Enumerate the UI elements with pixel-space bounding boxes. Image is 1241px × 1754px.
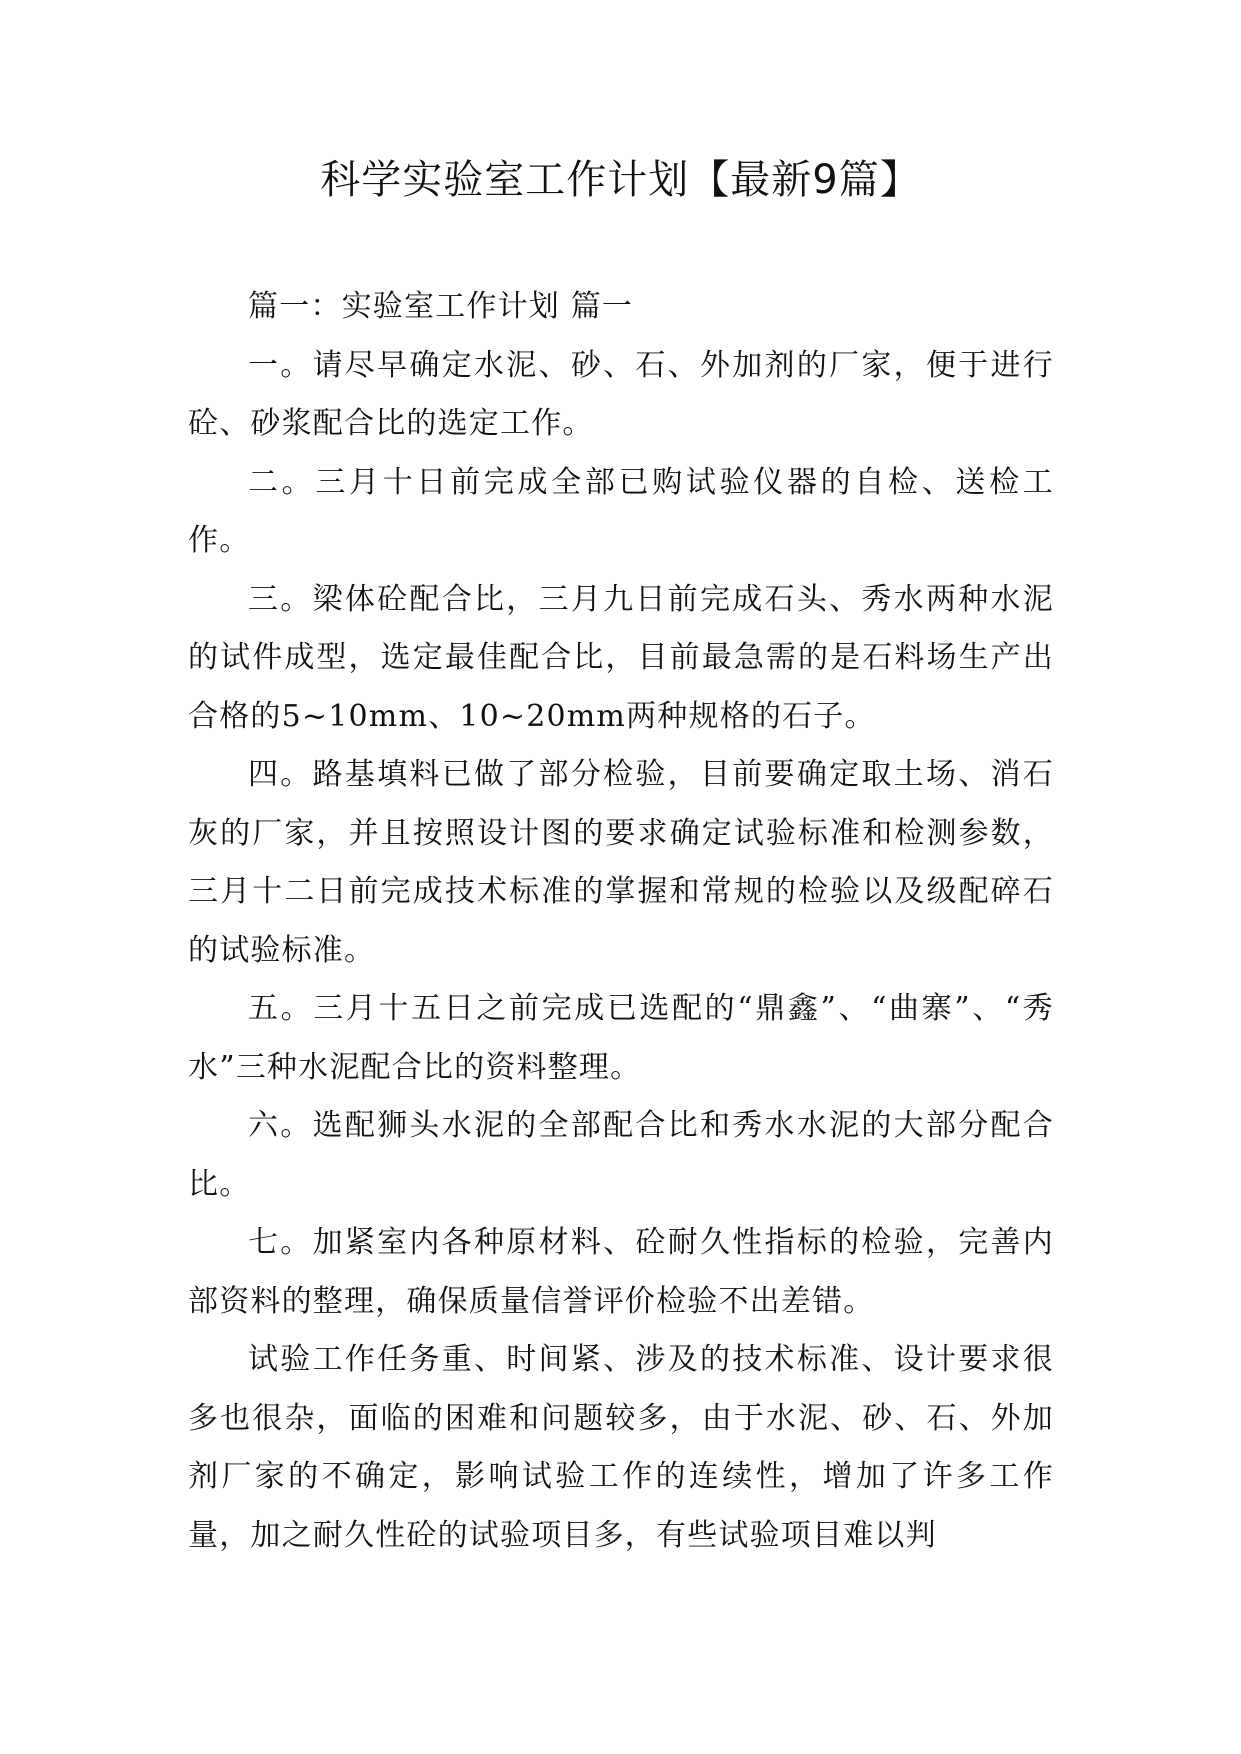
paragraph: 六。选配狮头水泥的全部配合比和秀水水泥的大部分配合比。: [188, 1108, 1054, 1202]
paragraph: 四。路基填料已做了部分检验，目前要确定取土场、消石灰的厂家，并且按照设计图的要求确定试验标准和检测参数，三月十二日前完成技术标准的掌握和常规的检验以及级配碎石的试验标准。: [188, 757, 1054, 968]
document-title: 科学实验室工作计划【最新9篇】: [320, 157, 921, 203]
section-heading: 篇一：实验室工作计划 篇一: [248, 289, 634, 324]
document-body: [188, 278, 1054, 1565]
paragraph: 三。梁体砼配合比，三月九日前完成石头、秀水两种水泥的试件成型，选定最佳配合比，目前最急需的是石料场生产出合格的5~10mm、10~20mm两种规格的石子。: [188, 581, 1054, 734]
paragraph: 五。三月十五日之前完成已选配的“鼎鑫”、“曲寨”、“秀水”三种水泥配合比的资料整理。: [188, 991, 1054, 1085]
paragraph: 一。请尽早确定水泥、砂、石、外加剂的厂家，便于进行砼、砂浆配合比的选定工作。: [188, 347, 1054, 441]
paragraph: 试验工作任务重、时间紧、涉及的技术标准、设计要求很多也很杂，面临的困难和问题较多，由于水泥、砂、石、外加剂厂家的不确定，影响试验工作的连续性，增加了许多工作量，加之耐久性砼的试验项目多，有些试验项目难以判: [188, 1342, 1054, 1553]
paragraph: 二。三月十日前完成全部已购试验仪器的自检、送检工作。: [188, 464, 1054, 558]
paragraph: 七。加紧室内各种原材料、砼耐久性指标的检验，完善内部资料的整理，确保质量信誉评价检验不出差错。: [188, 1225, 1054, 1319]
